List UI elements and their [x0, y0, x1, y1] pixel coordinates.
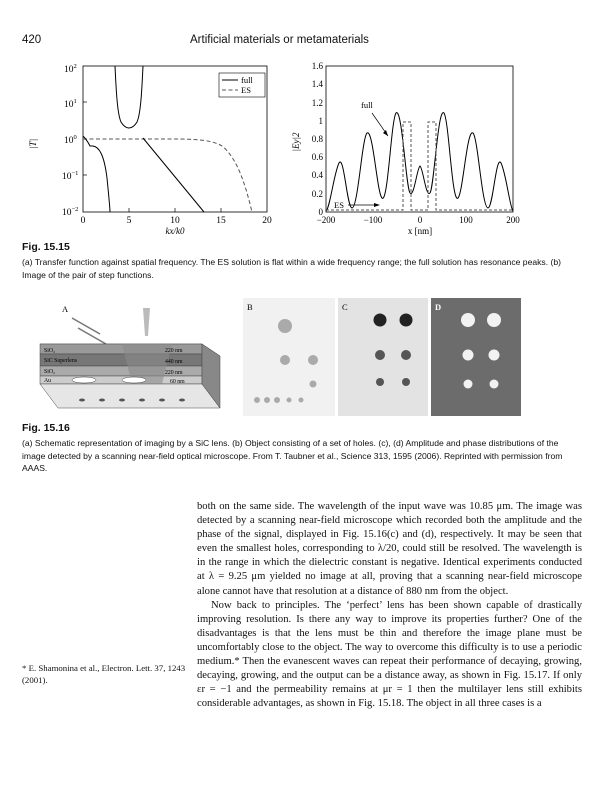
figure-caption: (a) Schematic representation of imaging by a SiC lens. (b) Object consisting of a set of holes. (c), (d) Amplitude and phase distributions of the image detected by a scanning near-field optical microscope. From T. Taubner et al., Science 313, 1595 (2006). Reprinted with permission from AAAS. — [22, 438, 563, 473]
x-tick-label: 0 — [80, 216, 86, 226]
annotation-full: full — [361, 100, 373, 110]
x-tick-labels — [317, 215, 521, 225]
paragraph: Now back to principles. The ‘perfect’ lens has been shown capable of drastically improving resolution. Is there any way to improve its properties further? One of the disadvantages is that the lens must be thin and therefore the image plane must be uncomfortably close to the object. The way to overcome this difficulty is to use a periodic medium.* Then the evanescent waves can repeat their performance of decaying, growing, decaying, growing, and the output can be a distance away, as shown in Fig. 15.17. If only εr = −1 and the permeability remains at μr = 1 then the multilayer lens still exhibits considerable advantages, as shown in Fig. 15.18. The object in all three cases is a — [197, 599, 582, 710]
y-tick-label: $10^{-1}$ — [62, 170, 79, 182]
footnote: * E. Shamonina et al., Electron. Lett. 37, 1243 (2001). — [22, 663, 186, 685]
panel-letter: B — [247, 302, 253, 312]
y-axis-label: |T| — [29, 138, 39, 150]
dim-label: 440 nm — [165, 359, 183, 365]
layer-label: SiO₂ — [44, 369, 56, 375]
y-tick-label: $10^2$ — [64, 63, 77, 75]
y-tick-label: 0.2 — [311, 189, 323, 199]
y-tick-label: 1.2 — [311, 98, 323, 108]
x-tick-label: 10 — [170, 216, 180, 226]
layer-label: SiC Superlens — [44, 358, 78, 364]
full-curve — [326, 113, 513, 211]
panel-letter: A — [62, 304, 69, 314]
figure-label: Fig. 15.16 — [22, 422, 70, 434]
annotation-es: ES — [334, 200, 344, 210]
figure-label: Fig. 15.15 — [22, 241, 70, 253]
x-tick-label: −200 — [316, 215, 336, 225]
full-curve — [83, 66, 204, 212]
y-axis-label: |Ey|2 — [291, 132, 301, 152]
phase-image — [431, 298, 521, 416]
legend-es: ES — [241, 85, 251, 95]
x-tick-label: 20 — [262, 216, 272, 226]
dim-label: 60 nm — [170, 379, 185, 385]
x-tick-label: 100 — [459, 215, 473, 225]
y-tick-label: $10^0$ — [64, 134, 77, 146]
panel-letter: C — [342, 302, 348, 312]
y-tick-label: $10^{-2}$ — [62, 206, 79, 218]
x-tick-label: 0 — [417, 215, 423, 225]
y-tick-label: 1 — [318, 116, 323, 126]
panel-letter: D — [435, 302, 442, 312]
es-curve — [83, 139, 252, 212]
y-tick-label: 1.6 — [311, 61, 323, 71]
plot-step-image — [290, 58, 530, 236]
page-number: 420 — [22, 34, 42, 46]
amplitude-image — [338, 298, 428, 416]
figure-caption: (a) Transfer function against spatial frequency. The ES solution is flat within a wide frequency range; the full solution has resonance peaks. (b) Image of the pair of step functions. — [22, 257, 561, 280]
x-tick-label: 200 — [506, 215, 520, 225]
y-tick-label: 0.6 — [311, 152, 323, 162]
dim-label: 220 nm — [165, 370, 183, 376]
layer-label: SiO₂ — [44, 348, 56, 354]
x-tick-label: −100 — [363, 215, 383, 225]
x-tick-labels — [81, 216, 272, 226]
y-tick-label: 0.8 — [311, 134, 323, 144]
y-tick-label: 0 — [318, 207, 323, 217]
body-text — [197, 500, 582, 711]
x-axis-label: kx/k0 — [165, 226, 185, 236]
y-tick-labels — [312, 61, 324, 217]
x-axis-label: x [nm] — [407, 226, 433, 236]
paragraph: both on the same side. The wavelength of the input wave was 10.85 μm. The image was detected by a scanning near-field microscope which recorded both the amplitude and the phase of the signal, displayed in Fig. 15.16(c) and (d), respectively. It may be seen that even the smallest holes, corresponding to λ/20, could still be resolved. The wavelength is in the range in which the dielectric constant is negative. Identical experiments conducted at λ = 9.25 μm yielded no image at all, proving that a scanning near-field microscope alone cannot have that resolution at a distance of 880 nm from the object. — [197, 501, 582, 597]
x-tick-label: 5 — [126, 216, 132, 226]
y-tick-label: 1.4 — [311, 79, 323, 89]
y-tick-label: $10^1$ — [64, 98, 77, 110]
dim-label: 220 nm — [165, 348, 183, 354]
object-holes-image — [243, 298, 335, 416]
running-title: Artificial materials or metamaterials — [190, 34, 369, 46]
lens-schematic — [22, 298, 240, 416]
y-tick-label: 0.4 — [311, 170, 323, 180]
x-tick-label: 15 — [216, 216, 226, 226]
layer-label: Au — [44, 378, 52, 384]
y-tick-labels — [62, 63, 78, 218]
plot-transfer-function — [22, 58, 287, 236]
legend-full: full — [241, 75, 253, 85]
